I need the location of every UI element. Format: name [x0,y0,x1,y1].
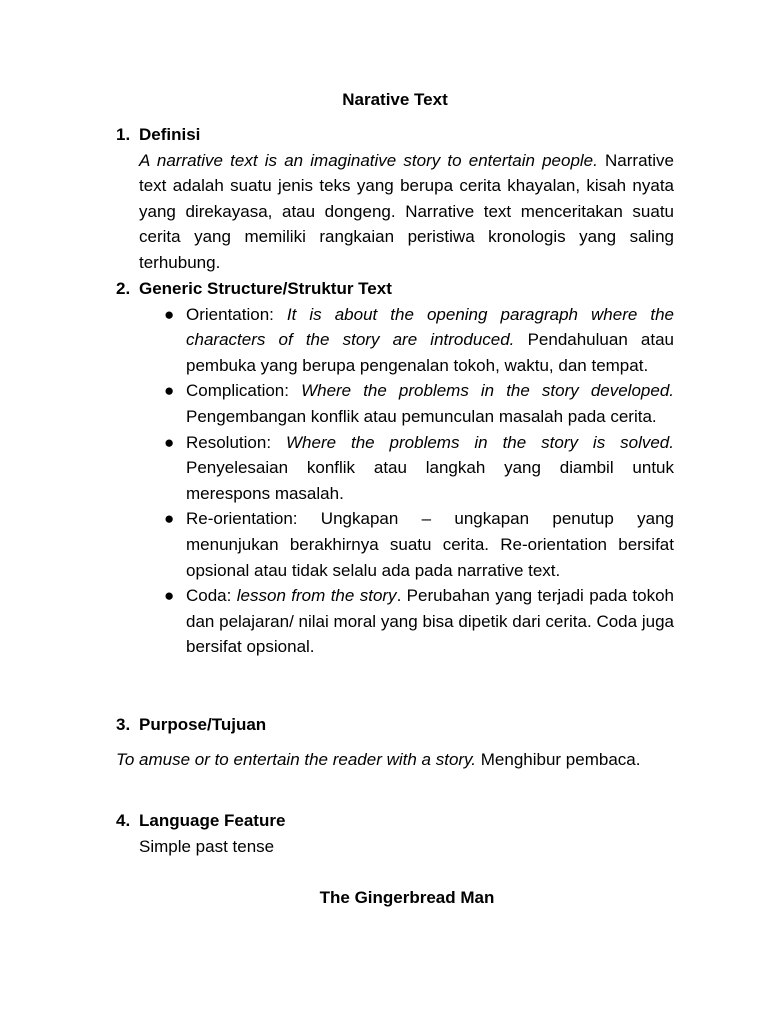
list-item-text: . Perubahan yang terjadi pada tokoh dan pelajaran/ nilai moral yang bisa dipetik dari cerita. Coda juga bersifat opsional. [186,586,675,657]
section-body-text: Narrative text adalah suatu jenis teks yang berupa cerita khayalan, kisah nyata yang direkayasa, atau dongeng. Narrative text menceritakan suatu cerita yang memiliki rangkaian peristiwa kronologis yang saling terhubung. [139,150,674,272]
list-item-italic: It is about the opening paragraph where the characters of the story are introduced. [186,304,674,350]
list-item-italic: lesson from the story [236,586,397,606]
section-heading-text: Purpose/Tujuan [139,715,267,734]
section-heading [116,276,674,302]
list-item-complication [162,378,674,429]
section-number: 1. [116,125,131,144]
list-item-orientation [162,302,674,379]
page-title: Narative Text [342,90,448,109]
bullet-icon: ● [164,432,175,452]
list-item-resolution [162,430,674,507]
list-item-label: Complication: [186,381,302,401]
list-item-text: Penyelesaian konflik atau langkah yang diambil untuk merespons masalah. [186,458,674,503]
section-heading-text: Language Feature [139,811,286,830]
section-body-italic: To amuse or to entertain the reader with a story. [116,749,477,769]
list-item-reorientation [162,506,674,583]
bullet-icon: ● [164,586,175,606]
list-item-text: Pengembangan konflik atau pemunculan masalah pada cerita. [186,406,657,426]
section-heading [116,808,674,834]
section-language-feature [116,808,674,859]
section-body-italic: A narrative text is an imaginative story to entertain people. [139,150,598,170]
list-item-label: Resolution: [186,432,286,452]
list-item-label: Re-orientation: Ungkapan – ungkapan penutup yang menunjukan berakhirnya suatu cerita. Re-orientation bersifat opsional atau tidak selalu ada pada narrative text. [186,509,674,580]
section-number: 4. [116,811,131,830]
section-heading [116,712,674,738]
list-item-text: Pendahuluan atau pembuka yang berupa pengenalan tokoh, waktu, dan tempat. [186,330,675,375]
section-body [116,747,674,773]
bullet-icon: ● [164,509,175,529]
section-number: 3. [116,715,131,734]
section-body: Simple past tense [139,836,275,856]
section-purpose [116,712,674,772]
section-heading-text: Generic Structure/Struktur Text [139,279,392,298]
section-heading [116,122,674,148]
bullet-icon: ● [164,381,175,401]
bullet-icon: ● [164,304,175,324]
list-item-label: Orientation: [186,304,287,324]
section-body-text: Menghibur pembaca. [476,749,641,769]
section-body [139,148,674,276]
list-item-label: Coda: [186,586,237,606]
list-item-coda [162,583,674,660]
section-number: 2. [116,279,131,298]
section-generic-structure [116,276,674,660]
section-definisi [116,122,674,276]
story-title: The Gingerbread Man [319,888,495,907]
section-heading-text: Definisi [139,125,201,144]
list-item-italic: Where the problems in the story is solved. [285,432,674,452]
structure-list [162,302,674,660]
list-item-italic: Where the problems in the story developed. [301,381,674,401]
